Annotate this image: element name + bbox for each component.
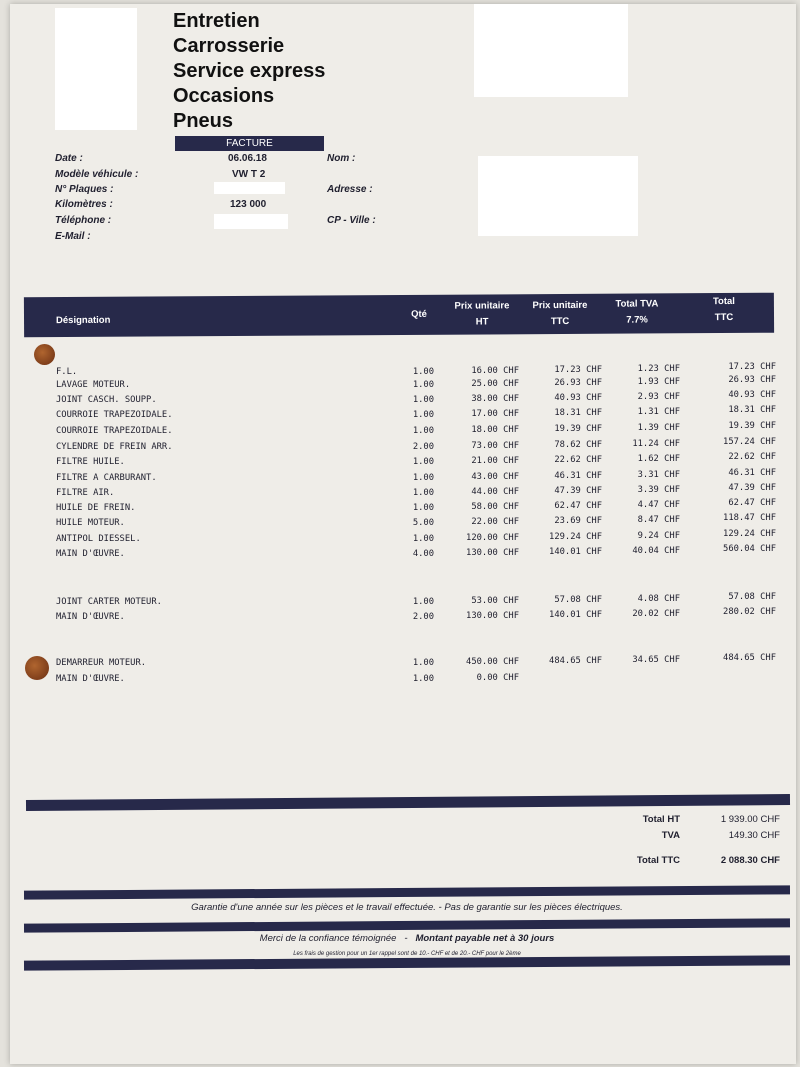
cell-tva: 4.08 CHF [637,594,680,604]
header-total-1: Total [712,295,735,308]
cell-tva: 34.65 CHF [632,655,680,665]
cell-unit-ht: 38.00 CHF [471,394,519,404]
cell-tva: 40.04 CHF [632,546,680,556]
cell-tva: 4.47 CHF [637,500,680,510]
cell-total: 484.65 CHF [723,653,776,663]
cell-qty: 2.00 [412,442,434,452]
cell-unit-ttc: 57.08 CHF [554,595,602,605]
date-value: 06.06.18 [228,153,267,164]
total-tva-label: TVA [661,830,680,841]
cell-qty: 5.00 [412,518,434,528]
cell-qty: 1.00 [412,367,434,377]
header-tva-1: Total TVA [615,298,659,310]
cell-unit-ttc: 484.65 CHF [549,656,602,666]
header-unit-ttc-2: TTC [550,315,570,328]
cell-tva: 1.39 CHF [637,423,680,433]
table-row [0,674,800,688]
cell-unit-ttc: 22.62 CHF [554,455,602,465]
cell-tva: 1.62 CHF [637,454,680,464]
table-row [0,452,800,471]
redacted-plates [214,182,285,194]
table-row [0,544,800,563]
cell-designation: CYLENDRE DE FREIN ARR. [56,442,173,452]
cell-qty: 1.00 [412,426,434,436]
cell-total: 157.24 CHF [723,437,776,447]
cell-designation: JOINT CARTER MOTEUR. [56,597,162,607]
cell-designation: FILTRE HUILE. [56,457,125,467]
cell-unit-ttc: 40.93 CHF [554,393,602,403]
cell-unit-ttc: 17.23 CHF [554,365,602,375]
document-title: FACTURE [175,136,324,151]
cell-tva: 1.23 CHF [637,364,680,374]
cell-unit-ttc: 78.62 CHF [554,440,602,450]
total-ttc-label: Total TTC [636,855,680,866]
cell-unit-ttc: 129.24 CHF [549,532,602,542]
cell-qty: 1.00 [412,534,434,544]
cell-tva: 1.93 CHF [637,377,680,387]
name-label: Nom : [327,153,356,164]
header-qty: Qté [411,308,427,320]
plates-label: N° Plaques : [55,184,114,195]
table-row [0,362,800,381]
total-ht-label: Total HT [642,814,680,825]
cell-unit-ht: 17.00 CHF [471,409,519,419]
cell-designation: HUILE MOTEUR. [56,518,125,528]
table-row [0,468,800,487]
cell-unit-ht: 21.00 CHF [471,456,519,466]
cell-total: 22.62 CHF [728,452,776,462]
cell-qty: 1.00 [412,488,434,498]
cell-tva: 2.93 CHF [637,392,680,402]
table-row [0,390,800,409]
cell-total: 129.24 CHF [723,529,776,539]
cell-qty: 1.00 [412,658,434,668]
cell-qty: 2.00 [412,612,434,622]
cell-qty: 1.00 [412,674,434,684]
company-line: Entretien [173,10,260,32]
cell-unit-ht: 130.00 CHF [466,548,519,558]
cell-tva: 3.39 CHF [637,485,680,495]
cell-qty: 1.00 [412,473,434,483]
cell-designation: FILTRE AIR. [56,488,115,498]
fees-text: Les frais de gestion pour un 1er rappel sont de 10.- CHF et de 20.- CHF pour le 2ème [293,951,521,957]
km-value: 123 000 [230,199,267,210]
cell-unit-ht: 450.00 CHF [466,657,519,667]
company-line: Service express [173,60,326,82]
header-unit-ttc-1: Prix unitaire [532,299,588,312]
table-row [0,405,800,424]
table-row [0,375,800,394]
model-value: VW T 2 [232,169,266,180]
header-unit-ht-1: Prix unitaire [454,300,510,312]
cell-unit-ttc: 18.31 CHF [554,408,602,418]
date-label: Date : [55,153,83,164]
cell-unit-ht: 130.00 CHF [466,611,519,621]
header-unit-ht-2: HT [475,316,489,328]
cell-designation: JOINT CASCH. SOUPP. [56,395,157,405]
cell-unit-ht: 43.00 CHF [471,472,519,482]
cell-tva: 9.24 CHF [637,531,680,541]
redacted-client-address [478,156,638,236]
cell-tva: 11.24 CHF [632,439,680,449]
redacted-header-info [474,4,628,97]
cell-total: 26.93 CHF [728,375,776,385]
cell-designation: ANTIPOL DIESSEL. [56,534,141,544]
table-row [0,592,800,611]
table-row [0,421,800,440]
company-line: Pneus [173,110,234,132]
redacted-phone [214,214,288,229]
cell-total: 62.47 CHF [728,498,776,508]
cell-unit-ht: 22.00 CHF [471,517,519,527]
cell-qty: 1.00 [412,380,434,390]
header-total-2: TTC [714,311,734,324]
cell-tva: 3.31 CHF [637,470,680,480]
company-line: Carrosserie [173,35,285,57]
cell-qty: 4.00 [412,549,434,559]
cell-unit-ht: 53.00 CHF [471,596,519,606]
thanks-separator: - [404,933,408,944]
cell-tva: 8.47 CHF [637,515,680,525]
cell-unit-ttc: 23.69 CHF [554,516,602,526]
cell-unit-ht: 120.00 CHF [466,533,519,543]
cell-designation: LAVAGE MOTEUR. [56,380,131,390]
address-label: Adresse : [327,184,373,195]
cell-designation: COURROIE TRAPEZOIDALE. [56,426,173,436]
table-row [0,437,800,456]
cell-designation: MAIN D'ŒUVRE. [56,612,125,622]
cell-designation: F.L. [56,367,78,377]
cell-total: 57.08 CHF [728,592,776,602]
cell-unit-ttc: 47.39 CHF [554,486,602,496]
cell-qty: 1.00 [412,503,434,513]
table-row [0,653,800,672]
total-ht-value: 1 939.00 CHF [720,814,780,825]
cell-tva: 1.31 CHF [637,407,680,417]
cell-total: 18.31 CHF [728,405,776,415]
table-row [0,607,800,626]
table-row [0,513,800,532]
email-label: E-Mail : [55,231,91,242]
cell-designation: HUILE DE FREIN. [56,503,136,513]
thanks-line [24,933,790,944]
cell-total: 280.02 CHF [723,607,776,617]
cell-unit-ht: 25.00 CHF [471,379,519,389]
cell-unit-ttc: 62.47 CHF [554,501,602,511]
cell-designation: DEMARREUR MOTEUR. [56,658,147,668]
table-row [0,529,800,548]
cell-total: 40.93 CHF [728,390,776,400]
cell-designation: MAIN D'ŒUVRE. [56,674,125,684]
table-row [0,498,800,517]
city-label: CP - Ville : [327,215,376,226]
cell-unit-ht: 16.00 CHF [471,366,519,376]
payable-text: Montant payable net à 30 jours [415,933,555,944]
company-services [173,9,325,134]
cell-designation: MAIN D'ŒUVRE. [56,549,125,559]
km-label: Kilomètres : [55,199,113,210]
cell-unit-ttc: 19.39 CHF [554,424,602,434]
cell-unit-ht: 73.00 CHF [471,441,519,451]
cell-unit-ht: 0.00 CHF [476,673,519,683]
cell-unit-ttc: 26.93 CHF [554,378,602,388]
total-tva-value: 149.30 CHF [728,830,780,841]
guarantee-text: Garantie d'une année sur les pièces et le travail effectuée. - Pas de garantie sur les pièces électriques. [191,902,623,913]
paper-stain-dot [34,344,55,365]
cell-total: 47.39 CHF [728,483,776,493]
cell-designation: FILTRE A CARBURANT. [56,473,157,483]
model-label: Modèle véhicule : [55,169,139,180]
cell-unit-ttc: 46.31 CHF [554,471,602,481]
cell-total: 46.31 CHF [728,468,776,478]
redacted-logo [55,8,137,130]
cell-designation: COURROIE TRAPEZOIDALE. [56,410,173,420]
cell-total: 17.23 CHF [728,362,776,372]
cell-qty: 1.00 [412,597,434,607]
table-header [24,293,774,338]
cell-unit-ht: 58.00 CHF [471,502,519,512]
company-line: Occasions [173,85,275,107]
cell-unit-ttc: 140.01 CHF [549,610,602,620]
total-ttc-value: 2 088.30 CHF [720,855,780,866]
cell-total: 560.04 CHF [723,544,776,554]
cell-total: 19.39 CHF [728,421,776,431]
phone-label: Téléphone : [55,215,112,226]
cell-tva: 20.02 CHF [632,609,680,619]
header-tva-2: 7.7% [626,314,648,326]
cell-total: 118.47 CHF [723,513,776,523]
cell-qty: 1.00 [412,410,434,420]
cell-unit-ht: 18.00 CHF [471,425,519,435]
table-row [0,483,800,502]
cell-unit-ht: 44.00 CHF [471,487,519,497]
thanks-text: Merci de la confiance témoignée [259,933,397,944]
header-designation: Désignation [55,314,111,327]
cell-qty: 1.00 [412,395,434,405]
cell-unit-ttc: 140.01 CHF [549,547,602,557]
cell-qty: 1.00 [412,457,434,467]
